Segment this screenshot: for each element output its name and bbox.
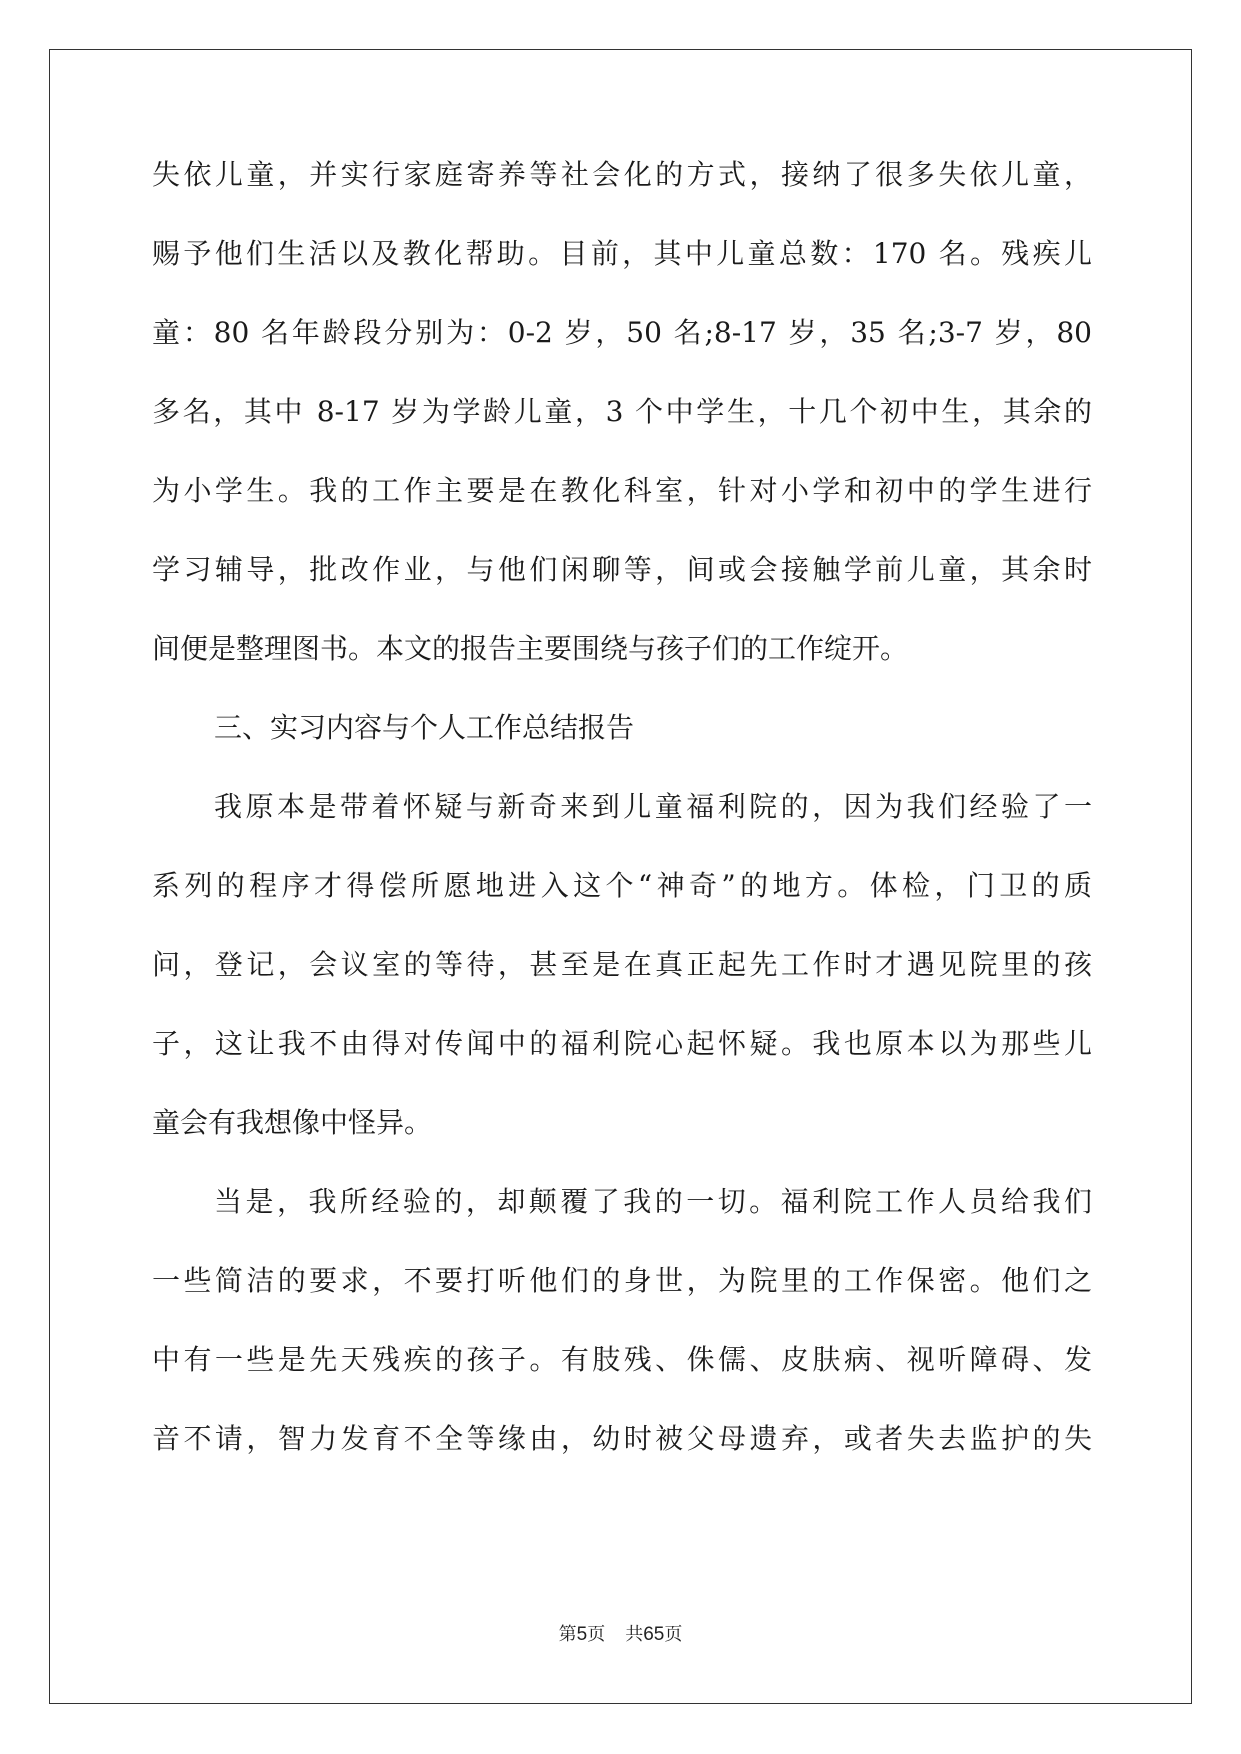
- body-line: 多名，其中 8-17 岁为学龄儿童，3 个中学生，十几个初中生，其余的: [152, 395, 1092, 428]
- body-line: 为小学生。我的工作主要是在教化科室，针对小学和初中的学生进行: [152, 474, 1092, 507]
- footer-total-suffix: 页: [664, 1624, 683, 1645]
- body-line: 中有一些是先天残疾的孩子。有肢残、侏儒、皮肤病、视听障碍、发: [152, 1343, 1092, 1376]
- footer-prefix: 第: [558, 1624, 577, 1645]
- body-line: 当是，我所经验的，却颠覆了我的一切。福利院工作人员给我们: [214, 1185, 1092, 1218]
- body-line: 童：80 名年龄段分别为：0-2 岁，50 名;8-17 岁，35 名;3-7 岁，80: [152, 316, 1092, 349]
- body-line: 学习辅导，批改作业，与他们闲聊等，间或会接触学前儿童，其余时: [152, 553, 1092, 586]
- page-number: 5: [576, 1624, 588, 1645]
- document-body: [152, 160, 1092, 1503]
- body-line: 音不请，智力发育不全等缘由，幼时被父母遗弃，或者失去监护的失: [152, 1422, 1092, 1455]
- body-line: 一些简洁的要求，不要打听他们的身世，为院里的工作保密。他们之: [152, 1264, 1092, 1297]
- section-heading: 三、实习内容与个人工作总结报告: [214, 711, 635, 744]
- body-line: 失依儿童，并实行家庭寄养等社会化的方式，接纳了很多失依儿童，: [152, 158, 1092, 191]
- page-footer: [0, 1620, 1241, 1646]
- footer-page-suffix: 页: [587, 1624, 606, 1645]
- body-line: 童会有我想像中怪异。: [152, 1106, 433, 1139]
- body-line: 我原本是带着怀疑与新奇来到儿童福利院的，因为我们经验了一: [214, 790, 1092, 823]
- body-line: 系列的程序才得偿所愿地进入这个“神奇”的地方。体检，门卫的质: [152, 869, 1092, 902]
- body-line: 间便是整理图书。本文的报告主要围绕与孩子们的工作绽开。: [152, 632, 909, 665]
- total-pages: 65: [643, 1624, 665, 1645]
- body-line: 赐予他们生活以及教化帮助。目前，其中儿童总数：170 名。残疾儿: [152, 237, 1092, 270]
- footer-total-prefix: 共: [625, 1624, 644, 1645]
- body-line: 问，登记，会议室的等待，甚至是在真正起先工作时才遇见院里的孩: [152, 948, 1092, 981]
- body-line: 子，这让我不由得对传闻中的福利院心起怀疑。我也原本以为那些儿: [152, 1027, 1092, 1060]
